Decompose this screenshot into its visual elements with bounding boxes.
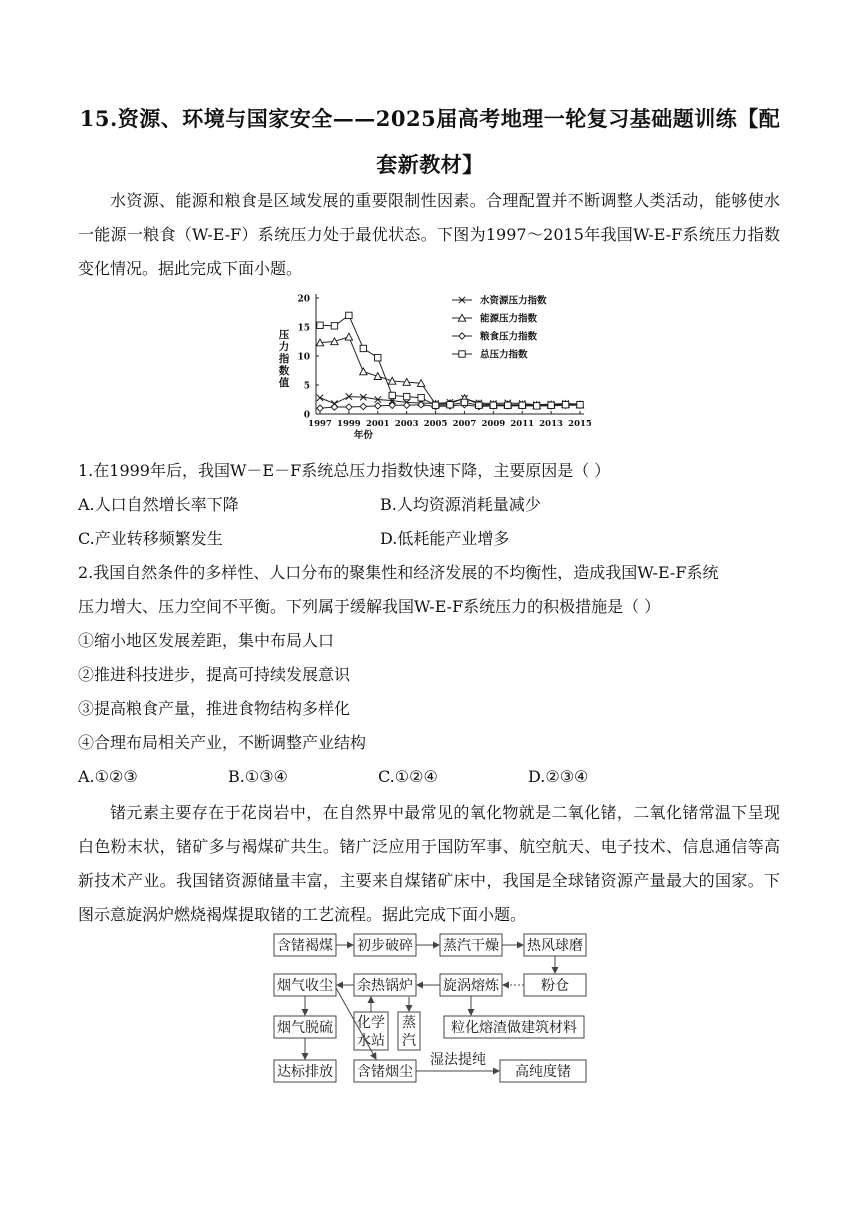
question-1-stem: 1.在1999年后，我国W－E－F系统总压力指数快速下降，主要原因是（ ） <box>78 461 611 480</box>
node-steam-label-2: 汽 <box>402 1033 416 1049</box>
data-point-square <box>389 392 395 398</box>
node-flue-gas-dust-collection-label: 烟气收尘 <box>277 978 333 994</box>
q1-option-c: C.产业转移频繁发生 <box>78 529 223 548</box>
edge-label-wet-purification: 湿法提纯 <box>430 1052 486 1068</box>
q2-item-4: ④合理布局相关产业，不断调整产业结构 <box>78 733 367 752</box>
y-axis-label-char: 数 <box>278 365 290 377</box>
germanium-process-flowchart <box>270 926 600 1092</box>
data-point-diamond <box>317 405 323 411</box>
node-chemical-water-station-label-1: 化学 <box>357 1015 385 1031</box>
node-compliant-discharge-label: 达标排放 <box>277 1064 333 1080</box>
node-vortex-smelting-label: 旋涡熔炼 <box>443 978 499 994</box>
data-point-square <box>519 402 525 408</box>
data-point-square <box>562 402 568 408</box>
legend-marker-square <box>459 351 465 357</box>
node-flue-gas-desulfurization-label: 烟气脱硫 <box>277 1020 333 1036</box>
series-x <box>317 295 583 408</box>
data-point-square <box>418 395 424 401</box>
node-initial-crushing-label: 初步破碎 <box>357 938 413 954</box>
question-2-stem-line-1: 2.我国自然条件的多样性、人口分布的聚集性和经济发展的不均衡性，造成我国W-E-F系统 <box>78 563 719 582</box>
q1-option-b: B.人均资源消耗量减少 <box>380 495 541 514</box>
data-point-square <box>331 323 337 329</box>
data-point-x <box>317 395 323 401</box>
pressure-index-chart <box>272 286 592 446</box>
data-point-square <box>447 402 453 408</box>
data-point-square <box>548 402 554 408</box>
data-point-square <box>375 355 381 361</box>
node-chemical-water-station-label-2: 水站 <box>357 1033 385 1049</box>
data-point-square <box>317 322 323 328</box>
data-point-square <box>490 402 496 408</box>
data-point-square <box>346 312 352 318</box>
page-title <box>70 96 790 188</box>
node-hot-air-ball-mill-label: 热风球磨 <box>527 938 583 954</box>
data-point-diamond <box>360 403 366 409</box>
data-point-triangle <box>345 333 352 340</box>
y-axis-label-char: 指 <box>278 353 290 365</box>
y-tick-label: 20 <box>297 294 310 305</box>
node-high-purity-germanium-label: 高纯度锗 <box>515 1064 571 1080</box>
y-tick-label: 5 <box>303 381 310 392</box>
legend-label-triangle: 能源压力指数 <box>480 313 538 325</box>
node-germanium-dust-label: 含锗烟尘 <box>357 1064 413 1080</box>
legend-label-diamond: 粮食压力指数 <box>480 331 538 343</box>
data-point-square <box>432 402 438 408</box>
q2-item-1: ①缩小地区发展差距，集中布局人口 <box>78 631 335 650</box>
y-tick-label: 0 <box>303 410 310 421</box>
data-point-square <box>360 345 366 351</box>
x-tick-label: 1997 <box>308 419 332 429</box>
series-line-triangle <box>320 337 580 405</box>
node-steam-drying-label: 蒸汽干燥 <box>443 938 499 954</box>
series-triangle <box>316 313 583 409</box>
x-tick-label: 2007 <box>452 419 477 429</box>
x-tick-label: 2011 <box>510 419 535 429</box>
y-tick-label: 10 <box>297 352 310 363</box>
title-line-1: 15.资源、环境与国家安全——2025届高考地理一轮复习基础题训练【配 <box>79 106 781 131</box>
q1-option-d: D.低耗能产业增多 <box>380 529 510 548</box>
node-steam-label-1: 蒸 <box>402 1015 416 1031</box>
x-tick-label: 2005 <box>423 419 448 429</box>
data-point-diamond <box>346 404 352 410</box>
data-point-diamond <box>331 404 337 410</box>
x-tick-label: 2001 <box>365 419 390 429</box>
x-axis-label: 年份 <box>353 430 373 441</box>
passage-1: 水资源、能源和粮食是区域发展的重要限制性因素。合理配置并不断调整人类活动，能够使水一能源一粮食（W-E-F）系统压力处于最优状态。下图为1997～2015年我国W-E-F系统压力指数变化情况。据此完成下面小题。 <box>78 191 780 278</box>
y-tick-label: 15 <box>297 323 310 334</box>
q2-option-c: C.①②④ <box>378 767 438 786</box>
title-line-2: 套新教材】 <box>376 152 484 177</box>
q2-item-3: ③提高粮食产量，推进食物结构多样化 <box>78 699 351 718</box>
data-point-diamond <box>375 403 381 409</box>
data-point-square <box>461 399 467 405</box>
q2-option-d: D.②③④ <box>528 767 589 786</box>
x-tick-label: 2013 <box>539 419 563 429</box>
q1-option-a: A.人口自然增长率下降 <box>78 495 239 514</box>
node-powder-bin-label: 粉仓 <box>541 978 569 994</box>
node-granulated-slag-building-material-label: 粒化熔渣做建筑材料 <box>451 1020 577 1036</box>
x-tick-label: 2003 <box>394 419 419 429</box>
q2-option-b: B.①③④ <box>228 767 288 786</box>
node-waste-heat-boiler-label: 余热锅炉 <box>357 978 413 994</box>
series-square <box>317 312 583 409</box>
x-tick-label: 2009 <box>481 419 506 429</box>
legend-marker-diamond <box>459 333 465 339</box>
x-tick-label: 2015 <box>568 419 592 429</box>
data-point-triangle <box>360 368 367 375</box>
data-point-square <box>403 393 409 399</box>
data-point-diamond <box>403 402 409 408</box>
q2-item-2: ②推进科技进步，提高可持续发展意识 <box>78 665 351 684</box>
data-point-square <box>533 403 539 409</box>
data-point-square <box>505 402 511 408</box>
x-tick-label: 1999 <box>337 419 361 429</box>
question-2-stem-line-2: 压力增大、压力空间不平衡。下列属于缓解我国W-E-F系统压力的积极措施是（ ） <box>78 597 661 616</box>
legend-label-x: 水资源压力指数 <box>480 295 547 307</box>
q2-option-a: A.①②③ <box>78 767 138 786</box>
data-point-square <box>577 402 583 408</box>
y-axis-label-char: 压 <box>278 329 290 341</box>
legend-label-square: 总压力指数 <box>480 349 528 361</box>
passage-2: 锗元素主要存在于花岗岩中，在自然界中最常见的氧化物就是二氧化锗，二氧化锗常温下呈现白色粉末状，锗矿多与褐煤矿共生。锗广泛应用于国防军事、航空航天、电子技术、信息通信等高新技术产业。我国锗资源储量丰富，主要来自煤锗矿床中，我国是全球锗资源产量最大的国家。下图示意旋涡炉燃烧褐煤提取锗的工艺流程。据此完成下面小题。 <box>78 803 780 924</box>
data-point-square <box>476 402 482 408</box>
data-point-triangle <box>374 373 381 380</box>
y-axis-label-char: 力 <box>278 341 290 353</box>
node-germanium-lignite-label: 含锗褐煤 <box>277 938 333 954</box>
y-axis-label-char: 值 <box>278 377 290 389</box>
